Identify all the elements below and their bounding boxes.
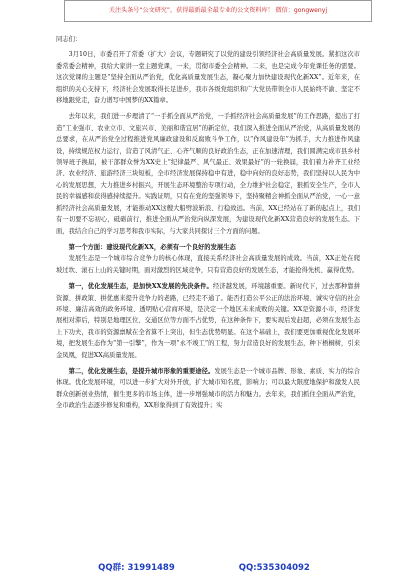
point-1-body: 经济越发展，环境越重要。新时代下，过去那种靠拼资源、拼政策、拼优惠来提升竞争力的老路，已经走不通了。能否打造公平公正的法治环境、诚实守信的社会环境、廉洁高效的政务环境、透明贴心营商环境，是决定一个地区未来成败的关键。XX是资源小市，经济发展相对滞后，特别是地理区位、交通区位等方面不占优势，在这种条件下，要实现后发赶超，必须在发展生态上下功夫，我市的资源禀赋在全省算不上突出，但生态优势明显。在这个基础上，我们要更加重视优化发展环境，把发展生态作为“第一引擎”，作为一项“永不竣工”的工程，努力营造良好的发展生态，种下梧桐树，引来金凤凰，促进XX高质量发展。: [56, 283, 361, 359]
paragraph-point-1: [56, 281, 360, 361]
salutation: 同志们：: [56, 36, 82, 43]
footer-qq: QQ:535304092: [238, 563, 310, 573]
section-heading: 第一个方面：建设现代化新XX，必须有一个良好的发展生态: [68, 243, 236, 251]
header-banner: [64, 0, 372, 22]
paragraph-section-intro: 发展生态是一个城市综合竞争力的核心体现，直接关系经济社会高质量发展的成效。当前，XX正处在爬坡过坎、滚石上山的关键时期，面对激烈的区域竞争，只有营造良好的发展生态，才能抢得先机、赢得优势。: [56, 255, 360, 274]
paragraph-review: 去年以来，我们进一步理清了“一手抓全面从严治党，一手抓经济社会高质量发展”的工作思路，提出了打造“工业强市、农业立市、文旅兴市、美丽和谐宜居”的新定位，我们深入推进全面从严治党，从高质量发展的总要求，在从严治党全过程推进党风廉政建设和反腐败斗争工作，以“作风建设年”为抓手，大力推进作风建设，持续规范权力运行，营造了风清气正、心齐气顺的良好政治生态，正在加速清理，我们圆满完成市县乡村领导班子换届，被干部群众誉为XX史上“纪律最严、风气最正、效果最好”的一轮换届，我们着力补齐工业经济、农业经济、旅游经济三块短板，全市经济发展保持稳中有进，稳中向好的良好态势，我们坚持以人民为中心的发展思想，大力推进乡村振兴，开展生态环境整治专项行动，全力维护社会稳定，狠抓安全生产，全市人民的幸福感和获得感持续提升。实践证明，只有在党的坚强领导下，坚持聚精会神抓全面从严治党，一心一意抓经济社会高质量发展，才能推动XX这艘大船劈波斩浪、行稳致远。当前，XX已经站在了新的起点上，我们有一切要不忘初心，砥砺前行，推进全面从严治党向纵深发展，为建设现代化新XX营造良好的发展生态。下面，我结合自己的学习思考和我市实际，与大家共同探讨三个方面的问题。: [56, 113, 360, 235]
point-1-lead: 第一，优化发展生态，是加快XX发展的先决条件。: [68, 283, 213, 291]
point-2-lead: 第二，优化发展生态，是提升城市形象的重要途径。: [68, 367, 215, 375]
footer-contacts: [0, 560, 408, 576]
paragraph-point-2: [56, 366, 360, 412]
banner-text: 关注头条号“公文研究”，获得最新最全最专业的公文资料库！ 微信：gongwenyj: [108, 7, 328, 14]
document-body: [56, 34, 360, 412]
paragraph-intro: 3月10日，市委召开了常委（扩大）会议，专题研究了以党的建设引领经济社会高质量发展。紧扣这次市委常委会精神，我给大家讲一堂主题党课，一来，贯彻市委全会精神。二来，也是完成今年党课任务的需要。这次党课的主题是“坚持全面从严治党，优化高质量发展生态，凝心聚力加快建设现代化新XX”。近年来，在组织的关心支持下，经济社会发展取得长足进步，我市各级党组织和广大党员带领全市人民始终不渝、坚定不移地跟党走，奋力谱写中国梦的XX篇章。: [56, 51, 360, 105]
point-2-body: 发展生态是一个城市品牌、形象、素质、实力的综合体现。优化发展环境，可以进一步扩大对外开放，扩大城市知名度，影响力；可以最大限度地保护和激发人民群众创新创业热情，催生更多的市场主体，进一步增强城市的活力和魅力。去年来，我们抓住全面从严治党，全市政治生态逐步修复和重构，XX形象得到了有效提升；实: [56, 367, 361, 410]
footer-qq-group: QQ群: 31991489: [98, 563, 175, 573]
